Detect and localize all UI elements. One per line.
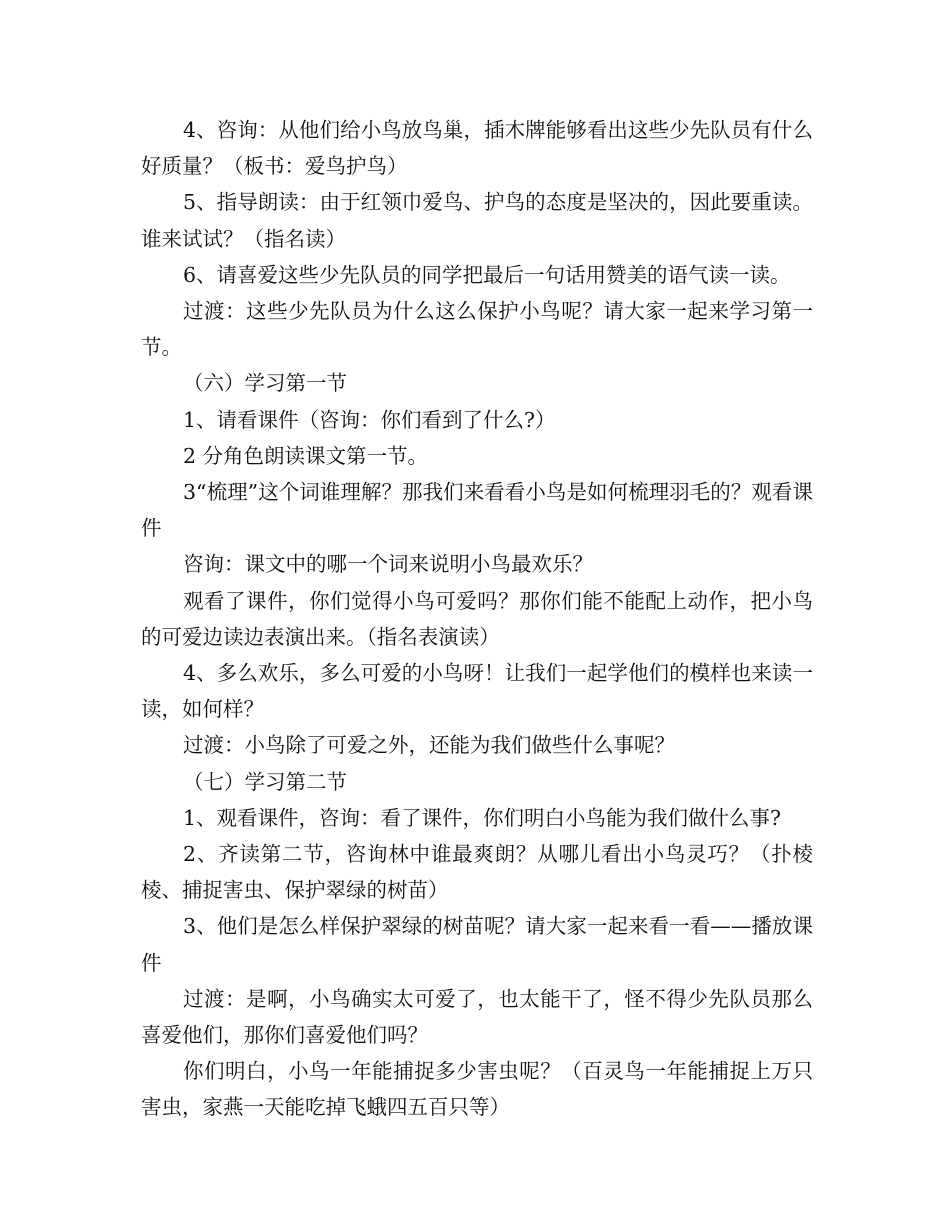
paragraph-transition-1: 过渡：这些少先队员为什么这么保护小鸟呢？请大家一起来学习第一节。 — [141, 299, 813, 360]
paragraph-transition-3: 过渡：是啊，小鸟确实太可爱了，也太能干了，怪不得少先队员那么喜爱他们，那你们喜爱他们吗？ — [141, 986, 813, 1048]
paragraph-reading-guidance: 5、指导朗读：由于红领巾爱鸟、护鸟的态度是坚决的，因此要重读。谁来试试？（指名读） — [141, 190, 813, 251]
paragraph-read-section-2: 2、齐读第二节，咨询林中谁最爽朗？从哪儿看出小鸟灵巧？（扑棱棱、捕捉害虫、保护翠绿的树苗） — [141, 842, 813, 903]
paragraph-step-2: 2 分角色朗读课文第一节。 — [183, 443, 429, 468]
paragraph-question-happy: 咨询：课文中的哪一个词来说明小鸟最欢乐？ — [183, 552, 593, 577]
paragraph-step-4: 4、多么欢乐，多么可爱的小鸟呀！让我们一起学他们的模样也来读一读，如何样？ — [141, 661, 813, 722]
paragraph-praise-reading: 6、请喜爱这些少先队员的同学把最后一句话用赞美的语气读一读。 — [183, 262, 791, 287]
paragraph-step-1: 1、请看课件（咨询：你们看到了什么?） — [183, 407, 556, 432]
paragraph-watch-courseware: 1、观看课件，咨询：看了课件，你们明白小鸟能为我们做什么事? — [183, 805, 782, 830]
section-heading-7: （七）学习第二节 — [183, 769, 347, 794]
paragraph-step-3: 3“梳理”这个词谁理解？那我们来看看小鸟是如何梳理羽毛的？观看课件 — [141, 480, 813, 541]
document-body — [141, 112, 813, 1126]
paragraph-protect-seedlings: 3、他们是怎么样保护翠绿的树苗呢？请大家一起来看一看——播放课件 — [141, 914, 813, 975]
paragraph-question-4: 4、咨询：从他们给小鸟放鸟巢，插木牌能够看出这些少先队员有什么好质量？（板书：爱鸟护鸟） — [141, 118, 813, 179]
paragraph-pests-caught: 你们明白，小鸟一年能捕捉多少害虫呢？（百灵鸟一年能捕捉上万只害虫，家燕一天能吃掉飞蛾四五百只等） — [141, 1059, 813, 1120]
section-heading-6: （六）学习第一节 — [183, 371, 347, 396]
paragraph-transition-2: 过渡：小鸟除了可爱之外，还能为我们做些什么事呢？ — [183, 733, 675, 758]
paragraph-act-out: 观看了课件，你们觉得小鸟可爱吗？那你们能不能配上动作，把小鸟的可爱边读边表演出来。（指名表演读） — [141, 588, 813, 649]
